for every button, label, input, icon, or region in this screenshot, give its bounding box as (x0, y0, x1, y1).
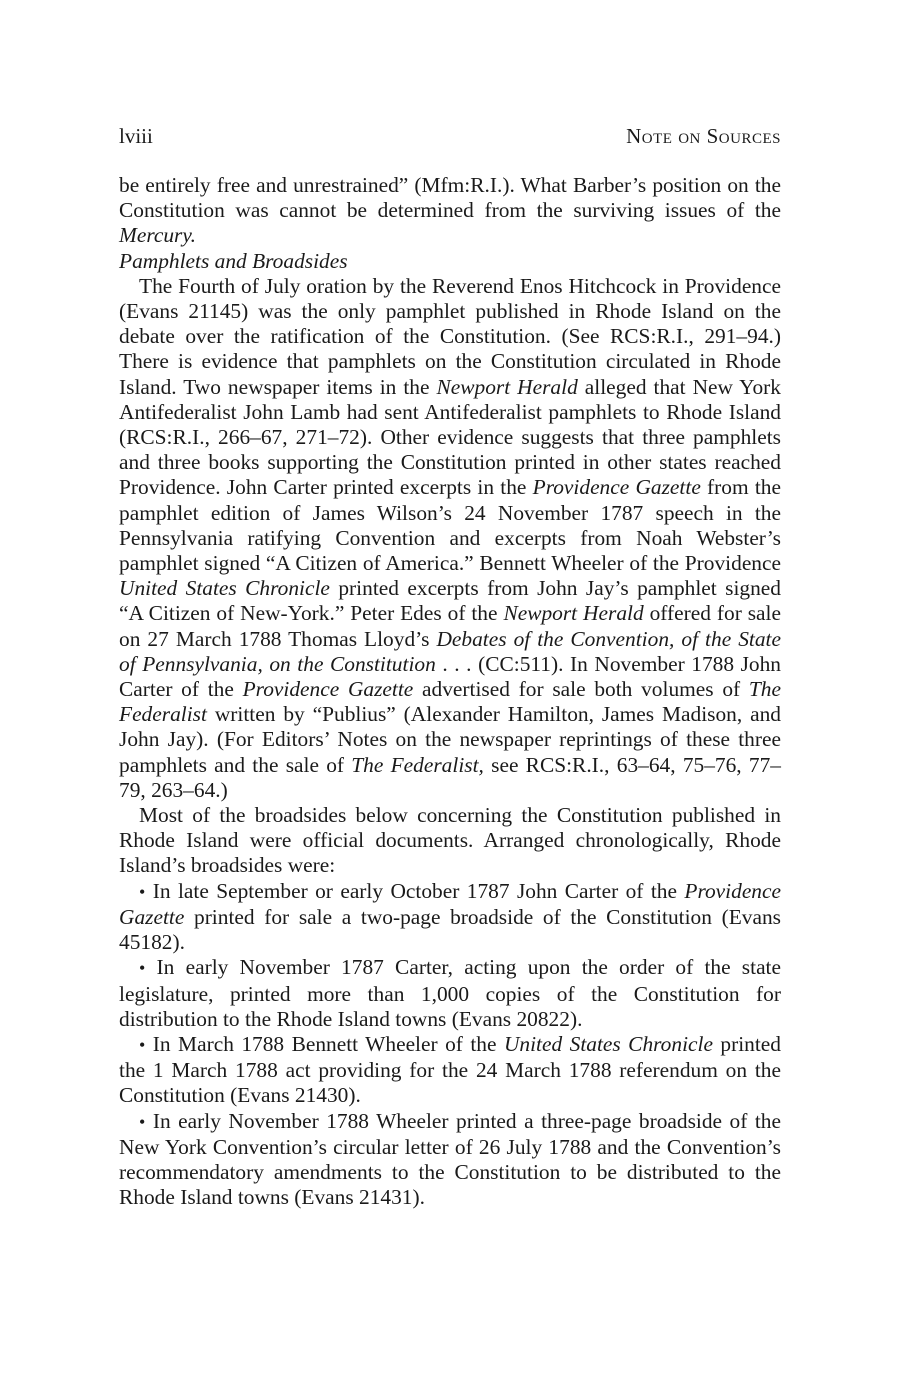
text-run: printed for sale a two-page broadside of the Constitution (Evans 45182). (119, 904, 781, 955)
paragraph-continued (119, 173, 781, 249)
running-header (119, 124, 781, 149)
paragraph-broadsides-intro: Most of the broadsides below concerning the Constitution published in Rhode Island were official documents. Arranged chronologically, Rhode Island’s broadsides were: (119, 803, 781, 878)
italic-title: Providence Gazette (532, 475, 701, 500)
bullet-symbol: • (139, 1034, 146, 1055)
italic-title: Mercury. (119, 223, 197, 248)
text-run: In March 1788 Bennett Wheeler of the (152, 1031, 504, 1056)
bullet-item (119, 879, 781, 956)
italic-title: Providence Gazette (242, 677, 414, 702)
running-title: Note on Sources (626, 124, 781, 148)
text-run: be entirely free and unrestrained” (Mfm:R.I.). What Barber’s position on the Constitution was cannot be determined from the surviving issues of the (119, 173, 781, 223)
text-run: printed excerpts from John Jay’s pamphlet signed “A Citizen of New-York.” Peter Edes of the (119, 576, 781, 626)
italic-title: Debates of the Convention, of the State of Pennsylvania, on the Constitution (119, 626, 781, 676)
bullet-item (119, 1109, 781, 1211)
italic-title: Newport Herald (503, 601, 644, 626)
bullet-item (119, 1032, 781, 1109)
text-run: from the pamphlet edition of James Wilson’s 24 November 1787 speech in the Pennsylvania ratifying Convention and excerpts from Noah Webster’s pamphlet signed “A Citizen of America.” Bennett Wheeler of the Providence (119, 475, 781, 576)
italic-title: United States Chronicle (119, 576, 330, 601)
italic-title: Newport Herald (436, 374, 578, 399)
text-run: The Fourth of July oration by the Reverend Enos Hitchcock in Providence (Evans 21145) was the only pamphlet published in Rhode Island on the debate over the ratification of the Constitution. (See RCS:R.I., 291–94.) There is evidence that pamphlets on the Constitution circulated in Rhode Island. Two newspaper items in the (119, 273, 781, 399)
text-run: In early November 1788 Wheeler printed a three-page broadside of the New York Convention’s circular letter of 26 July 1788 and the Convention’s recommendatory amendments to the Constitution to be distributed to the Rhode Island towns (Evans 21431). (119, 1108, 781, 1210)
bullet-item (119, 955, 781, 1032)
page-number: lviii (119, 124, 153, 148)
body-text (119, 173, 781, 1210)
text-run: written by “Publius” (Alexander Hamilton, James Madison, and John Jay). (For Editors’ Notes on the newspaper reprintings of these three pamphlets and the sale of (119, 702, 781, 777)
bullet-symbol: • (139, 958, 146, 979)
italic-title: The Federalist, (351, 752, 484, 777)
text-run: In late September or early October 1787 John Carter of the (152, 878, 685, 903)
paragraph-pamphlets (119, 274, 781, 803)
italic-title: United States Chronicle (503, 1031, 713, 1056)
text-run: advertised for sale both volumes of (413, 677, 749, 702)
bullet-symbol: • (139, 881, 146, 902)
italic-title: Providence Gazette (119, 878, 781, 929)
section-heading: Pamphlets and Broadsides (119, 248, 348, 273)
text-run: offered for sale on 27 March 1788 Thomas Lloyd’s (119, 601, 781, 651)
text-run: see RCS:R.I., 63–64, 75–76, 77–79, 263–64.) (119, 752, 781, 802)
text-run: alleged that New York Antifederalist John Lamb had sent Antifederalist pamphlets to Rhode Island (RCS:R.I., 266–67, 271–72). Other evidence suggests that three pamphlets and three books supporting the Constitution printed in other states reached Providence. John Carter printed excerpts in the (119, 374, 781, 500)
text-run: . . . (CC:511). In November 1788 John Carter of the (119, 651, 782, 702)
document-page (119, 124, 781, 1210)
italic-title: The Federalist (119, 677, 781, 727)
bullet-symbol: • (139, 1111, 146, 1132)
text-run: In early November 1787 Carter, acting upon the order of the state legislature, printed more than 1,000 copies of the Constitution for distribution to the Rhode Island towns (Evans 20822). (119, 955, 781, 1031)
text-run: printed the 1 March 1788 act providing for the 24 March 1788 referendum on the Constitution (Evans 21430). (119, 1031, 782, 1108)
